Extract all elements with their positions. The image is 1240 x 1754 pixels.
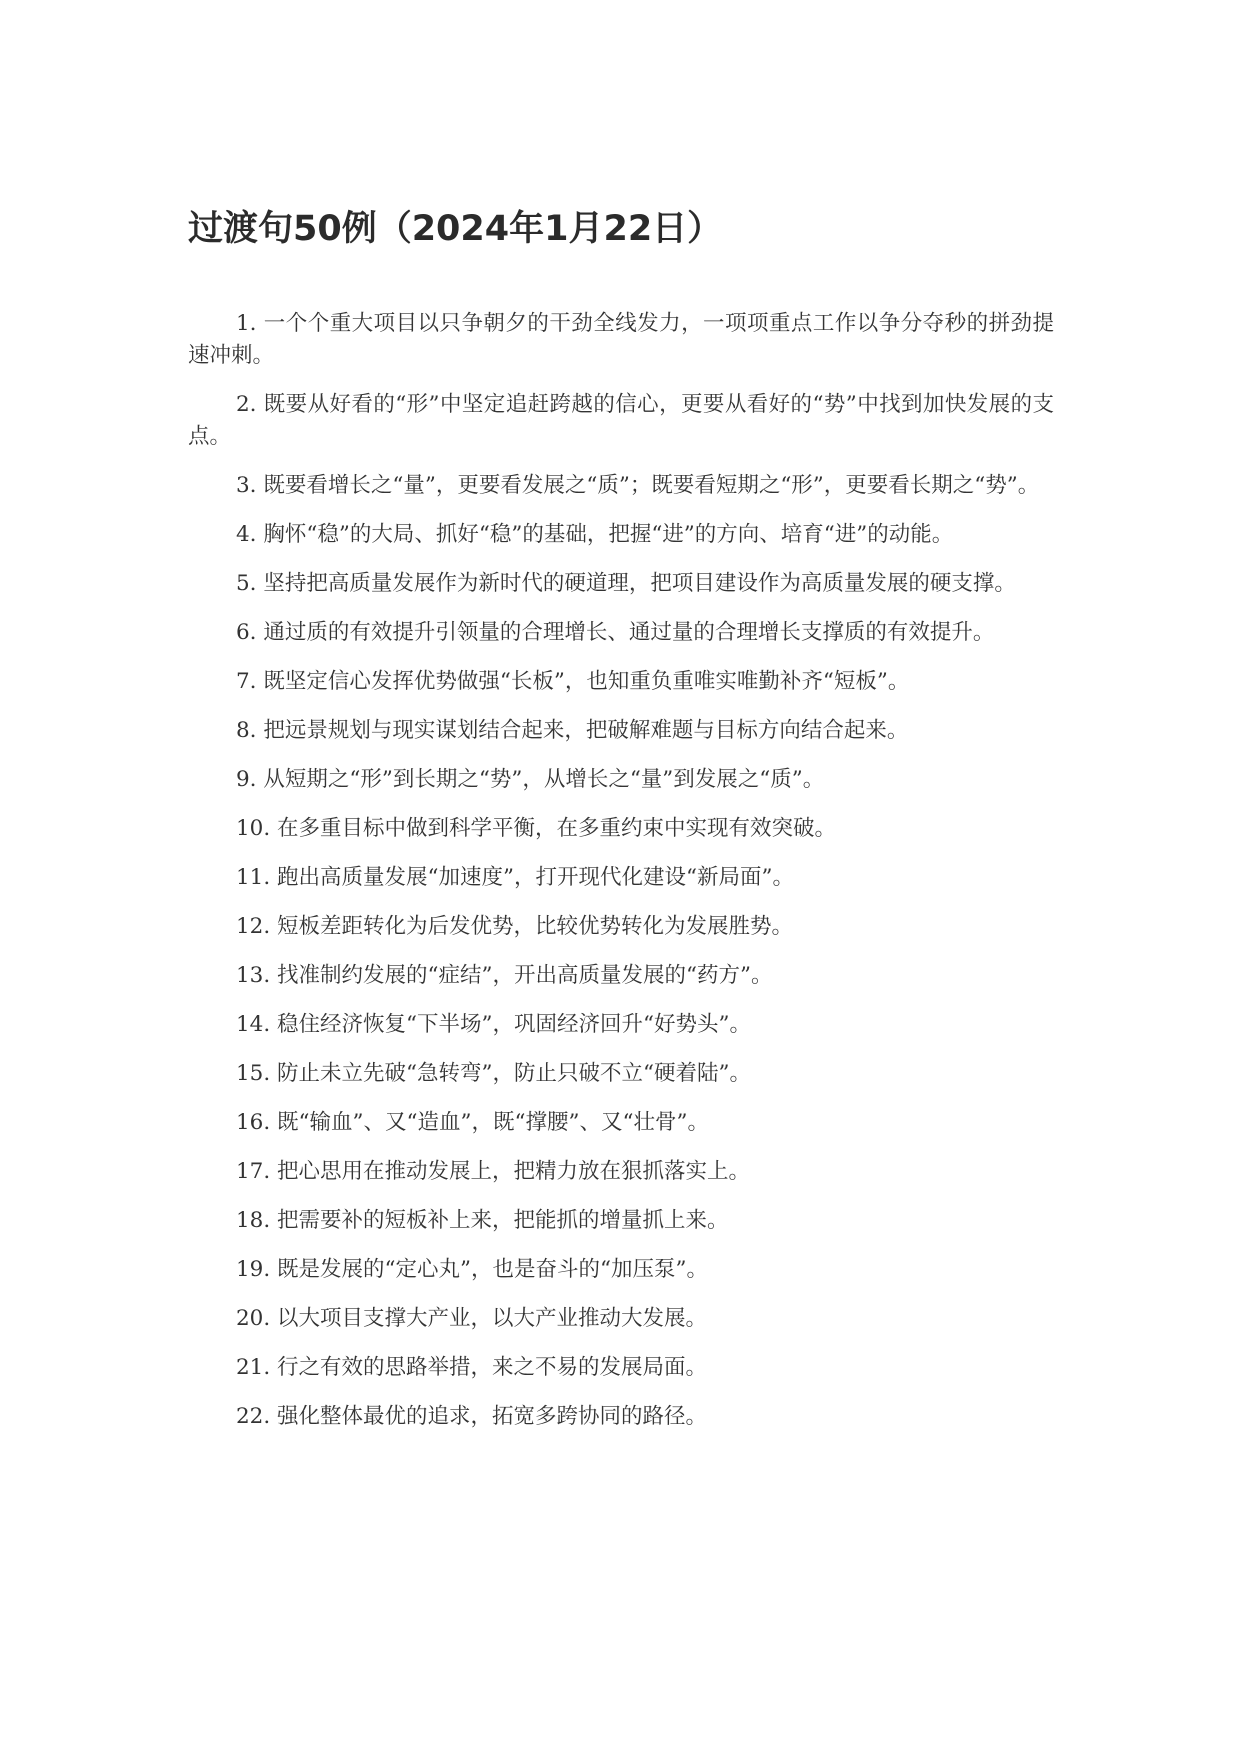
transition-sentence-list bbox=[188, 308, 1054, 1450]
list-item: 12. 短板差距转化为后发优势，比较优势转化为发展胜势。 bbox=[236, 914, 794, 939]
list-item: 14. 稳住经济恢复“下半场”，巩固经济回升“好势头”。 bbox=[236, 1012, 751, 1037]
list-item: 17. 把心思用在推动发展上，把精力放在狠抓落实上。 bbox=[236, 1159, 751, 1184]
list-item: 15. 防止未立先破“急转弯”，防止只破不立“硬着陆”。 bbox=[236, 1061, 751, 1086]
list-item: 8. 把远景规划与现实谋划结合起来，把破解难题与目标方向结合起来。 bbox=[236, 718, 909, 743]
document-title: 过渡句50例（2024年1月22日） bbox=[188, 209, 723, 249]
list-item: 1. 一个个重大项目以只争朝夕的干劲全线发力，一项项重点工作以争分夺秒的拼劲提速冲刺。 bbox=[188, 311, 1054, 368]
list-item: 13. 找准制约发展的“症结”，开出高质量发展的“药方”。 bbox=[236, 963, 773, 988]
list-item: 20. 以大项目支撑大产业，以大产业推动大发展。 bbox=[236, 1306, 708, 1331]
list-item: 19. 既是发展的“定心丸”，也是奋斗的“加压泵”。 bbox=[236, 1257, 708, 1282]
list-item: 10. 在多重目标中做到科学平衡，在多重约束中实现有效突破。 bbox=[236, 816, 837, 841]
list-item: 21. 行之有效的思路举措，来之不易的发展局面。 bbox=[236, 1355, 708, 1380]
list-item: 2. 既要从好看的“形”中坚定追赶跨越的信心，更要从看好的“势”中找到加快发展的支点。 bbox=[188, 392, 1054, 449]
list-item: 5. 坚持把高质量发展作为新时代的硬道理，把项目建设作为高质量发展的硬支撑。 bbox=[236, 571, 1016, 596]
list-item: 9. 从短期之“形”到长期之“势”，从增长之“量”到发展之“质”。 bbox=[236, 767, 825, 792]
list-item: 16. 既“输血”、又“造血”，既“撑腰”、又“壮骨”。 bbox=[236, 1110, 709, 1135]
list-item: 7. 既坚定信心发挥优势做强“长板”，也知重负重唯实唯勤补齐“短板”。 bbox=[236, 669, 910, 694]
list-item: 11. 跑出高质量发展“加速度”，打开现代化建设“新局面”。 bbox=[236, 865, 794, 890]
list-item: 6. 通过质的有效提升引领量的合理增长、通过量的合理增长支撑质的有效提升。 bbox=[236, 620, 995, 645]
list-item: 18. 把需要补的短板补上来，把能抓的增量抓上来。 bbox=[236, 1208, 729, 1233]
list-item: 3. 既要看增长之“量”，更要看发展之“质”；既要看短期之“形”，更要看长期之“势”。 bbox=[236, 473, 1040, 498]
list-item: 4. 胸怀“稳”的大局、抓好“稳”的基础，把握“进”的方向、培育“进”的动能。 bbox=[236, 522, 954, 547]
list-item: 22. 强化整体最优的追求，拓宽多跨协同的路径。 bbox=[236, 1404, 708, 1429]
